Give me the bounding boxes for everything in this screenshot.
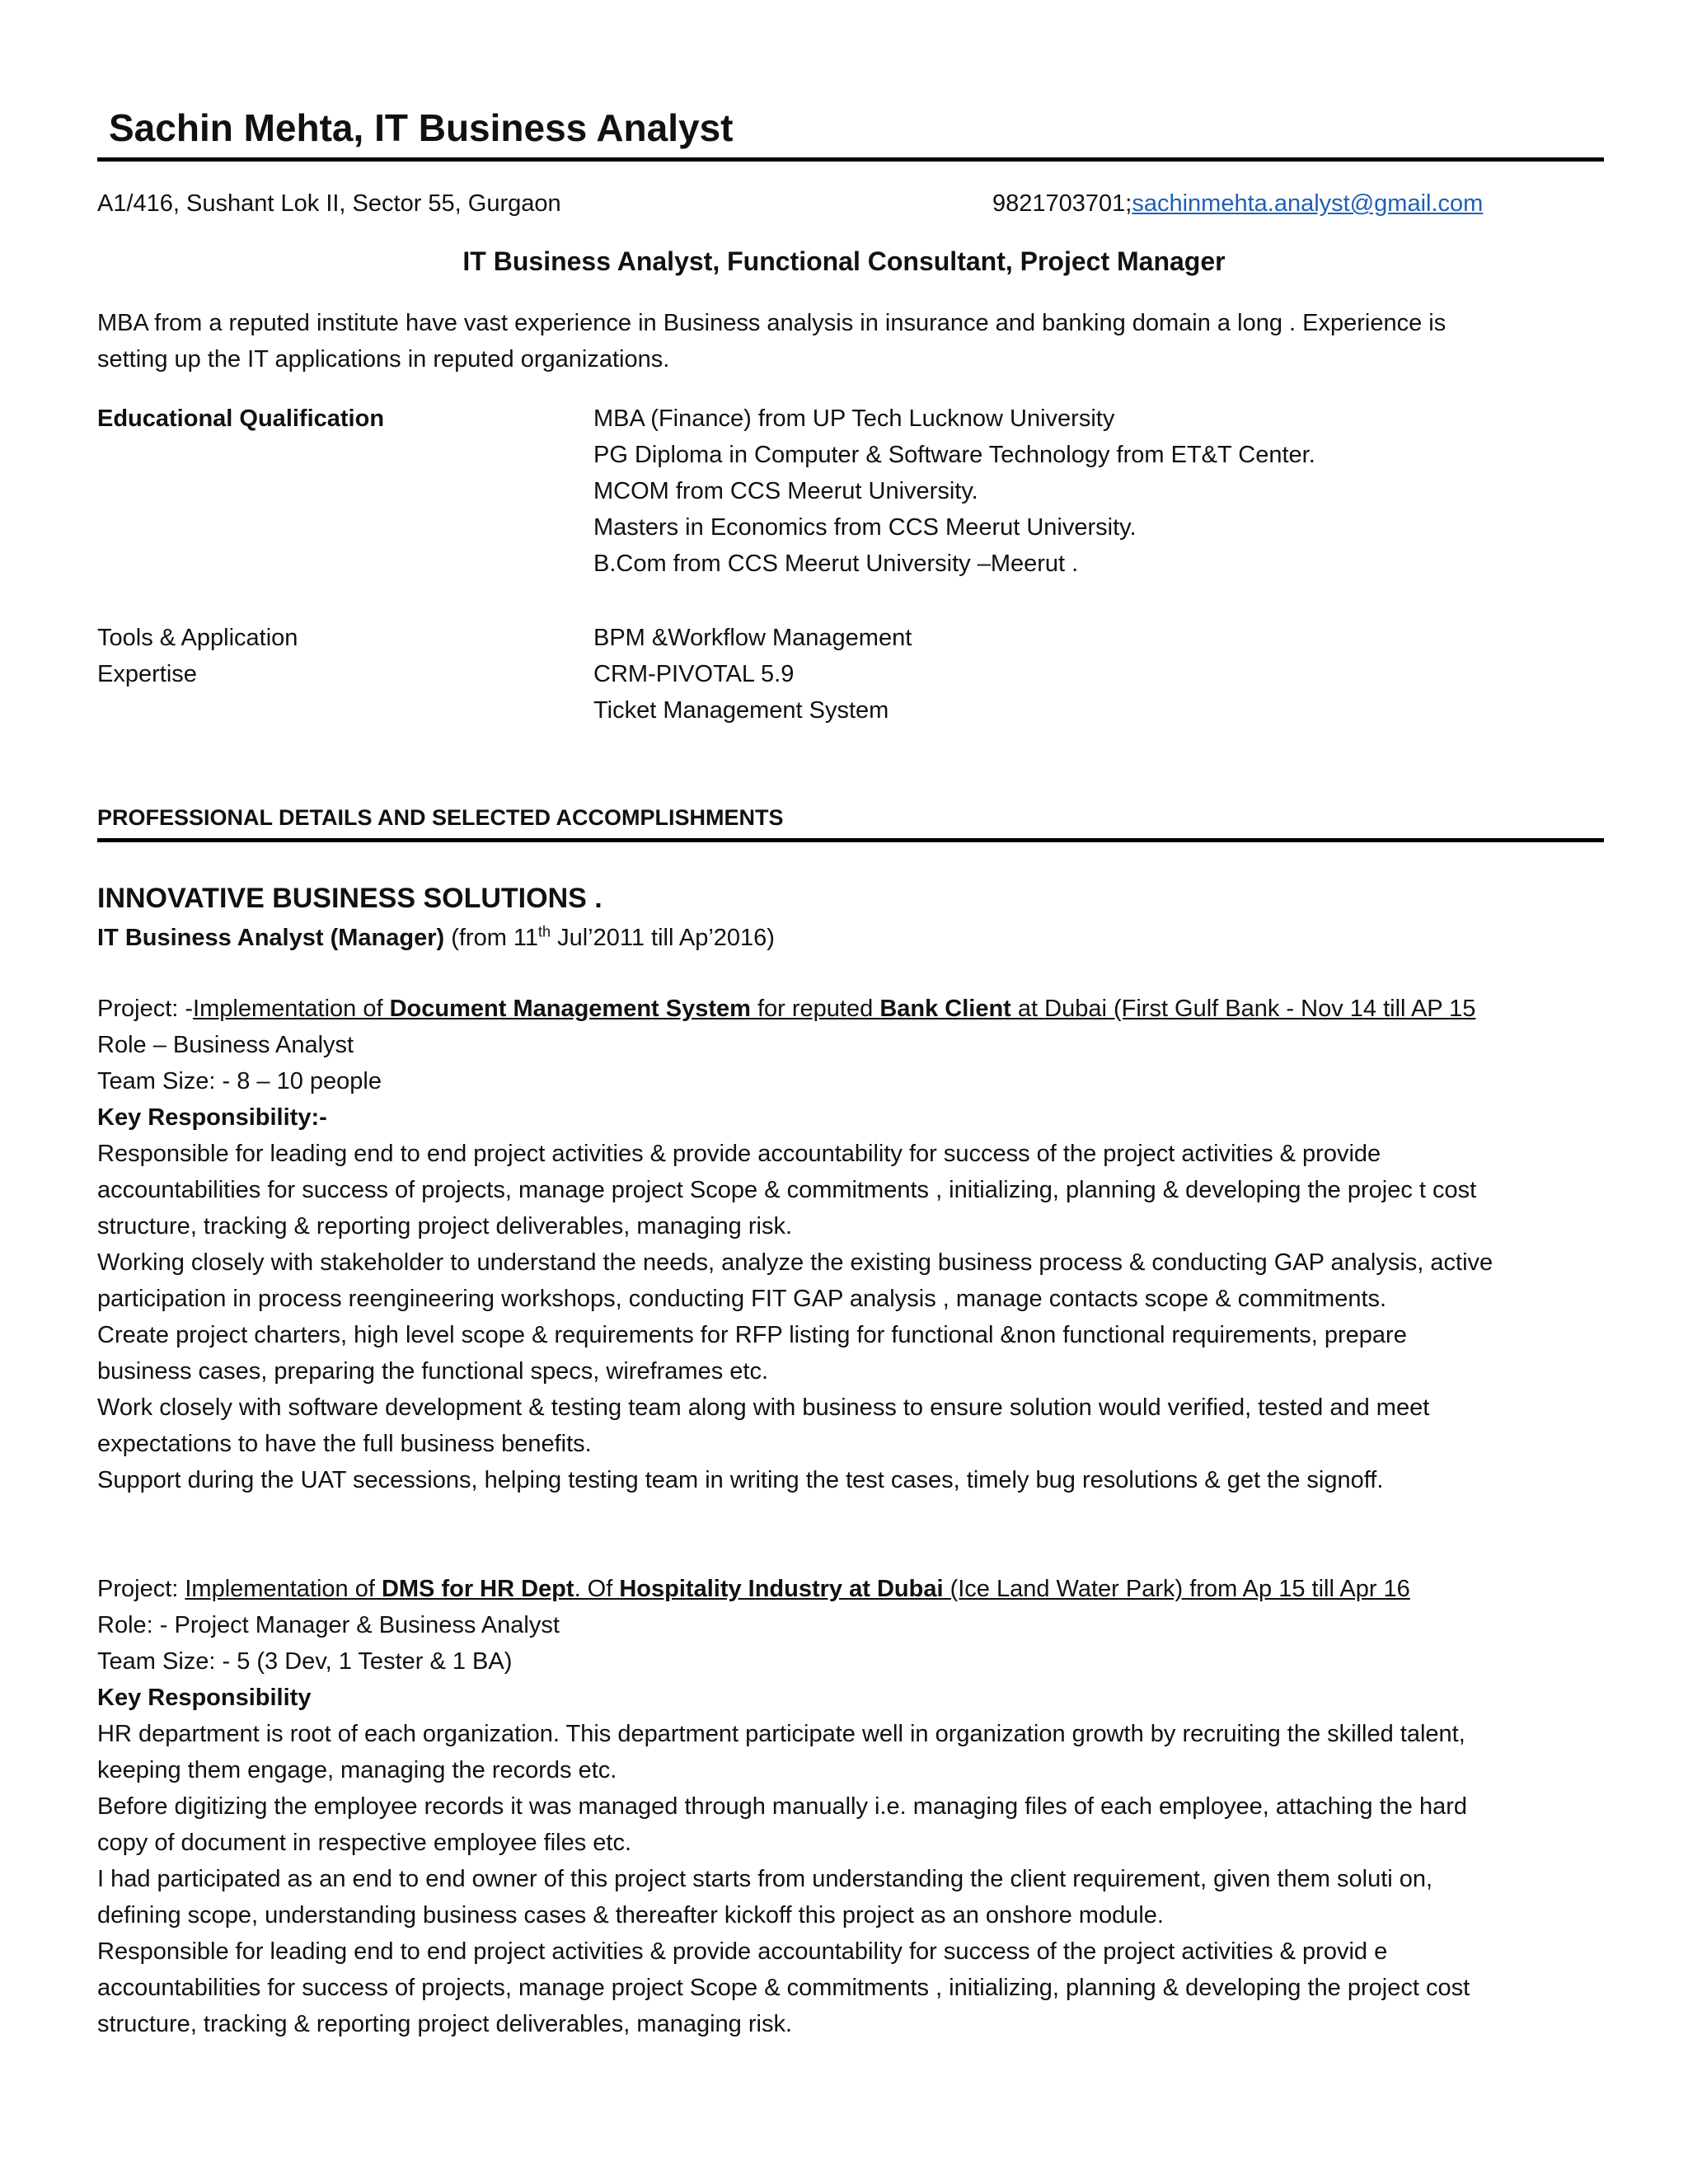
company-role-line: [97, 920, 775, 956]
project2-line: Responsible for leading end to end project activities & provide accountability for success of the project activities & provid e: [97, 1938, 1388, 1965]
tools-label-line: Expertise: [97, 661, 197, 687]
project1-line: expectations to have the full business benefits.: [97, 1431, 592, 1457]
project2-line: keeping them engage, managing the records etc.: [97, 1757, 617, 1783]
project1-line: Create project charters, high level scope & requirements for RFP listing for functional &non functional requirements, prepare: [97, 1322, 1407, 1348]
project1-line: Support during the UAT secessions, helping testing team in writing the test cases, timely bug resolutions & get the signoff.: [97, 1467, 1384, 1493]
project1-title-text: Implementation of Document Management System for reputed Bank Client at Dubai (First Gulf Bank - Nov 14 till AP 15: [193, 996, 1476, 1022]
project2-line: copy of document in respective employee files etc.: [97, 1830, 631, 1856]
address: A1/416, Sushant Lok II, Sector 55, Gurgaon: [97, 190, 561, 217]
project2-line: HR department is root of each organization. This department participate well in organization growth by recruiting the skilled talent,: [97, 1721, 1465, 1747]
summary-line: MBA from a reputed institute have vast experience in Business analysis in insurance and banking domain a long . Experience is: [97, 310, 1447, 336]
project1-line: Responsible for leading end to end project activities & provide accountability for success of the project activities & provide: [97, 1141, 1381, 1167]
project1-prefix: Project: -: [97, 996, 194, 1022]
education-list: [593, 401, 1315, 582]
company-period: (from 11th Jul’2011 till Ap’2016): [451, 923, 775, 951]
project2-line: accountabilities for success of projects, manage project Scope & commitments , initializing, planning & developing the project cost: [97, 1975, 1470, 2001]
project2-team: Team Size: - 5 (3 Dev, 1 Tester & 1 BA): [97, 1648, 513, 1675]
project1-details: [97, 1027, 1493, 1498]
project2-title-text: Implementation of DMS for HR Dept. Of Hospitality Industry at Dubai (Ice Land Water Park) from Ap 15 till Apr 16: [185, 1576, 1410, 1602]
project1-key-label: Key Responsibility:-: [97, 1104, 327, 1131]
project2-role: Role: - Project Manager & Business Analyst: [97, 1612, 560, 1638]
project2-line: defining scope, understanding business cases & thereafter kickoff this project as an onshore module.: [97, 1902, 1164, 1929]
tools-label-line: Tools & Application: [97, 625, 298, 651]
project1-team: Team Size: - 8 – 10 people: [97, 1068, 382, 1094]
project2-line: Before digitizing the employee records it was managed through manually i.e. managing files of each employee, attaching the hard: [97, 1793, 1468, 1820]
email-link[interactable]: sachinmehta.analyst@gmail.com: [1132, 190, 1484, 217]
project2-prefix: Project:: [97, 1576, 185, 1602]
tools-list: [593, 620, 912, 729]
project2-details: [97, 1607, 1470, 2042]
summary: [97, 305, 1446, 377]
tools-label: [97, 620, 298, 692]
professional-heading: PROFESSIONAL DETAILS AND SELECTED ACCOMPLISHMENTS: [97, 805, 784, 830]
tools-item: CRM-PIVOTAL 5.9: [593, 661, 795, 687]
section-divider: [97, 838, 1604, 842]
project1-line: Work closely with software development & testing team along with business to ensure solution would verified, tested and meet: [97, 1394, 1430, 1421]
project1-line: participation in process reengineering workshops, conducting FIT GAP analysis , manage contacts scope & commitments.: [97, 1286, 1387, 1312]
tools-item: BPM &Workflow Management: [593, 625, 912, 651]
education-item: MBA (Finance) from UP Tech Lucknow University: [593, 405, 1115, 432]
project2-key-label: Key Responsibility: [97, 1685, 312, 1711]
subtitle: IT Business Analyst, Functional Consultant, Project Manager: [462, 246, 1226, 276]
project1-line: Working closely with stakeholder to understand the needs, analyze the existing business process & conducting GAP analysis, active: [97, 1249, 1493, 1276]
project2-line: structure, tracking & reporting project deliverables, managing risk.: [97, 2011, 792, 2037]
tools-item: Ticket Management System: [593, 697, 889, 724]
education-item: B.Com from CCS Meerut University –Meerut .: [593, 551, 1079, 577]
education-label: Educational Qualification: [97, 405, 385, 432]
project1-line: business cases, preparing the functional specs, wireframes etc.: [97, 1358, 769, 1385]
education-item: PG Diploma in Computer & Software Technology from ET&T Center.: [593, 442, 1315, 468]
phone: 9821703701;: [992, 190, 1132, 217]
contact-line: [992, 185, 1483, 222]
project1-line: accountabilities for success of projects, manage project Scope & commitments , initializing, planning & developing the projec t cost: [97, 1177, 1477, 1203]
company-role-title: IT Business Analyst (Manager): [97, 925, 445, 951]
company-name: INNOVATIVE BUSINESS SOLUTIONS .: [97, 883, 603, 914]
project1-line: structure, tracking & reporting project deliverables, managing risk.: [97, 1213, 792, 1240]
name-title: Sachin Mehta, IT Business Analyst: [109, 106, 734, 149]
project2-title: [97, 1571, 1410, 1607]
education-item: Masters in Economics from CCS Meerut University.: [593, 514, 1137, 541]
summary-line: setting up the IT applications in reputed organizations.: [97, 346, 670, 373]
header-divider: [97, 157, 1604, 162]
project2-line: I had participated as an end to end owner of this project starts from understanding the client requirement, given them soluti on,: [97, 1866, 1433, 1892]
project1-role: Role – Business Analyst: [97, 1032, 354, 1058]
education-item: MCOM from CCS Meerut University.: [593, 478, 978, 504]
project1-title: [97, 991, 1475, 1027]
